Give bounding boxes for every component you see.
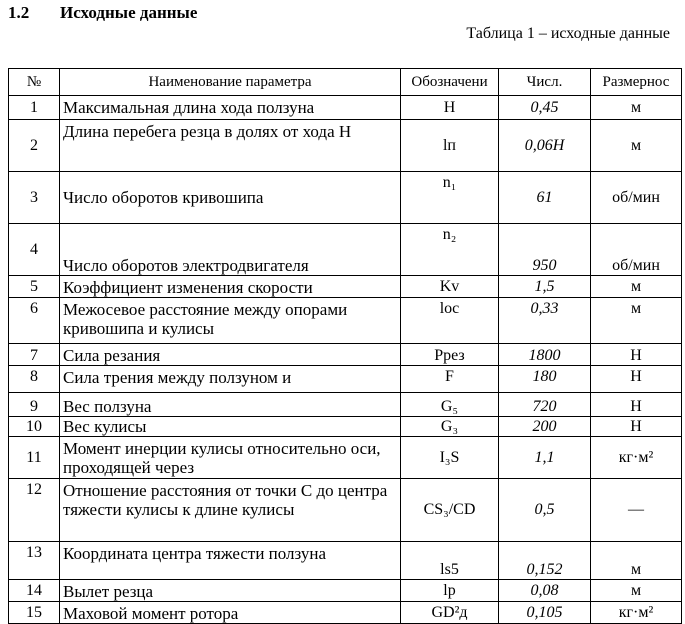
param-value: 0,45 xyxy=(499,96,591,120)
table-header-row xyxy=(9,69,682,96)
param-symbol: CS₃/CD xyxy=(401,479,499,542)
param-name: Число оборотов электродвигателя xyxy=(60,224,401,276)
param-name: Максимальная длина хода ползуна xyxy=(60,96,401,120)
param-unit: м xyxy=(591,298,682,344)
header-value: Числ. xyxy=(499,69,591,96)
table-row xyxy=(9,96,682,120)
param-symbol: Kv xyxy=(401,276,499,298)
row-number: 9 xyxy=(9,393,60,417)
param-value: 61 xyxy=(499,172,591,224)
row-number: 6 xyxy=(9,298,60,344)
param-value: 0,33 xyxy=(499,298,591,344)
row-number: 5 xyxy=(9,276,60,298)
header-unit: Размернос xyxy=(591,69,682,96)
table-row xyxy=(9,542,682,580)
param-name: Сила резания xyxy=(60,344,401,366)
param-name: Координата центра тяжести ползуна xyxy=(60,542,401,580)
section-number: 1.2 xyxy=(8,3,30,22)
param-unit: м xyxy=(591,542,682,580)
param-symbol: G₃ xyxy=(401,417,499,437)
param-value: 1800 xyxy=(499,344,591,366)
table-row xyxy=(9,437,682,479)
param-symbol: n₂ xyxy=(401,224,499,276)
param-unit: кг·м² xyxy=(591,602,682,624)
param-unit: Н xyxy=(591,344,682,366)
param-symbol: Ррез xyxy=(401,344,499,366)
param-name-text: Момент инерции кулисы относительно оси, проходящей через xyxy=(63,439,381,477)
row-number: 4 xyxy=(9,224,60,276)
param-value: 200 xyxy=(499,417,591,437)
param-name: Межосевое расстояние между опорами кривошипа и кулисы xyxy=(60,298,401,344)
param-value: 950 xyxy=(499,224,591,276)
header-symbol: Обозначени xyxy=(401,69,499,96)
param-value: 1,5 xyxy=(499,276,591,298)
row-number: 11 xyxy=(9,437,60,479)
row-number: 13 xyxy=(9,542,60,580)
param-name xyxy=(60,437,401,479)
param-symbol: ls5 xyxy=(401,542,499,580)
table-row xyxy=(9,393,682,417)
source-data-table xyxy=(8,68,682,624)
param-symbol: lр xyxy=(401,580,499,602)
param-value: 0,08 xyxy=(499,580,591,602)
param-symbol: H xyxy=(401,96,499,120)
row-number: 15 xyxy=(9,602,60,624)
table-row xyxy=(9,602,682,624)
param-name-text: Отношение расстояния от точки С до центра тяжести кулисы к длине кулисы xyxy=(63,481,388,519)
table-row xyxy=(9,479,682,542)
param-unit: Н xyxy=(591,417,682,437)
table-row xyxy=(9,120,682,172)
param-unit: м xyxy=(591,276,682,298)
section-heading xyxy=(8,3,197,23)
param-unit: — xyxy=(591,479,682,542)
table-caption: Таблица 1 – исходные данные xyxy=(466,25,670,42)
param-name: Коэффициент изменения скорости xyxy=(60,276,401,298)
param-symbol: loc xyxy=(401,298,499,344)
param-name: Число оборотов кривошипа xyxy=(60,172,401,224)
param-unit: Н xyxy=(591,366,682,393)
table-row xyxy=(9,580,682,602)
param-name: Сила трения между ползуном и xyxy=(60,366,401,393)
param-value: 1,1 xyxy=(499,437,591,479)
row-number: 7 xyxy=(9,344,60,366)
param-symbol: lп xyxy=(401,120,499,172)
header-name: Наименование параметра xyxy=(60,69,401,96)
row-number: 14 xyxy=(9,580,60,602)
table-row xyxy=(9,298,682,344)
param-value: 0,06H xyxy=(499,120,591,172)
row-number: 2 xyxy=(9,120,60,172)
param-symbol: GD²д xyxy=(401,602,499,624)
param-unit: м xyxy=(591,580,682,602)
param-name: Вес кулисы xyxy=(60,417,401,437)
row-number: 1 xyxy=(9,96,60,120)
table-row xyxy=(9,344,682,366)
param-unit: Н xyxy=(591,393,682,417)
param-symbol: G₅ xyxy=(401,393,499,417)
table-row xyxy=(9,366,682,393)
param-unit: кг·м² xyxy=(591,437,682,479)
table-row xyxy=(9,224,682,276)
row-number: 10 xyxy=(9,417,60,437)
param-name: Вес ползуна xyxy=(60,393,401,417)
row-number: 3 xyxy=(9,172,60,224)
param-symbol: n₁ xyxy=(401,172,499,224)
table-row xyxy=(9,417,682,437)
param-unit: м xyxy=(591,120,682,172)
param-value: 180 xyxy=(499,366,591,393)
param-value: 0,105 xyxy=(499,602,591,624)
param-value: 0,5 xyxy=(499,479,591,542)
param-name: Маховой момент ротора xyxy=(60,602,401,624)
param-value: 720 xyxy=(499,393,591,417)
param-value: 0,152 xyxy=(499,542,591,580)
table-row xyxy=(9,276,682,298)
param-symbol: I₃S xyxy=(401,437,499,479)
param-unit: м xyxy=(591,96,682,120)
section-title: Исходные данные xyxy=(60,3,198,22)
param-unit: об/мин xyxy=(591,224,682,276)
param-name: Вылет резца xyxy=(60,580,401,602)
param-unit: об/мин xyxy=(591,172,682,224)
param-name: Длина перебега резца в долях от хода Н xyxy=(60,120,401,172)
param-symbol: F xyxy=(401,366,499,393)
table-row xyxy=(9,172,682,224)
row-number: 8 xyxy=(9,366,60,393)
header-number: № xyxy=(9,69,60,96)
row-number: 12 xyxy=(9,479,60,542)
param-name xyxy=(60,479,401,542)
